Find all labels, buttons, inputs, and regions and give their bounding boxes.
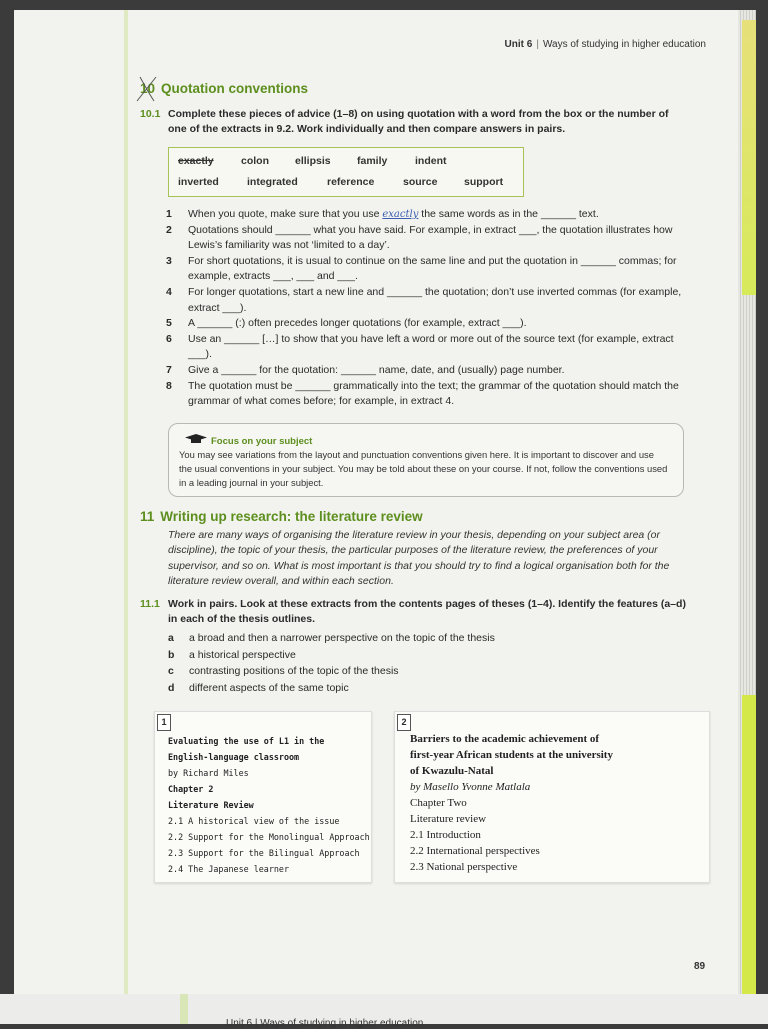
advice-number: 2 [166,223,172,236]
advice-item [166,207,686,223]
option-letter: c [168,665,174,678]
option-text: contrasting positions of the topic of the thesis [189,665,399,678]
advice-text: For longer quotations, start a new line and ______ the quotation; don’t use inverted commas (for example, extract ___). [188,285,682,314]
option-text: different aspects of the same topic [189,681,349,694]
word-indent: indent [415,155,447,167]
exercise-11-1-instruction: Work in pairs. Look at these extracts from the contents pages of theses (1–4). Identify the features (a–d) in each of the thesis outlines. [168,598,686,625]
exercise-11-1-number: 11.1 [140,598,160,610]
feature-options [168,630,495,696]
pencil-strike-mark [134,74,160,104]
card-title-line: English-language classroom [168,752,300,762]
header-separator: | [536,39,539,50]
page-number: 89 [694,961,706,972]
card-line: 2.4 The Japanese learner [168,864,290,874]
card-content [410,731,613,875]
advice-text: For short quotations, it is usual to continue on the same line and put the quotation in ______ commas; for example, extracts ___, ___ and ___. [188,254,677,283]
option-text: a historical perspective [189,648,296,661]
card-line: 2.2 Support for the Monolingual Approach [168,832,370,842]
handwritten-answer: exactly [382,209,419,220]
advice-item [166,332,686,363]
word-family: family [357,155,388,167]
page-tab-yellow [742,20,756,295]
word-integrated: integrated [247,176,298,188]
focus-title-text: Focus on your subject [211,436,313,447]
thesis-extract-card-1 [154,711,372,883]
exercise-10-1-number: 10.1 [140,108,161,120]
advice-number: 4 [166,285,172,298]
card-title-line: Barriers to the academic achievement of [410,733,600,745]
advice-number: 1 [166,208,172,220]
word-ellipsis: ellipsis [295,155,331,167]
word-support: support [464,176,504,188]
option-item [168,647,495,664]
section-11-heading [140,509,423,524]
card-number: 2 [397,714,411,731]
card-line: 2.3 National perspective [410,861,518,873]
card-title-line: of Kwazulu-Natal [410,765,494,777]
advice-item [166,316,686,332]
focus-box [168,423,684,497]
card-author: by Masello Yvonne Matlala [410,781,531,793]
card-heading: Literature review [410,813,487,825]
advice-text-post: the same words as in the ______ text. [418,208,599,220]
page-tab-green [742,695,756,995]
card-line: 2.1 Introduction [410,829,481,841]
card-line: 2.3 Support for the Bilingual Approach [168,848,360,858]
advice-item [166,363,686,379]
option-letter: a [168,632,174,644]
section-10-number: 10 [140,81,156,96]
card-line: 2.2 International perspectives [410,845,540,857]
advice-item [166,223,686,254]
card-content [168,733,370,877]
option-letter: b [168,648,175,661]
card-author: by Richard Miles [168,768,249,778]
section-10-heading [140,81,308,96]
running-header [505,39,706,50]
focus-title [185,434,312,449]
advice-number: 6 [166,332,172,345]
option-item [168,630,495,647]
card-heading: Literature Review [168,800,254,810]
option-letter: d [168,681,175,694]
advice-number: 8 [166,379,172,392]
advice-text: Give a ______ for the quotation: ______ name, date, and (usually) page number. [188,363,565,376]
header-title: Ways of studying in higher education [542,39,706,50]
word-exactly: exactly [178,155,214,167]
section-11-number: 11 [140,509,155,524]
advice-item [166,379,686,410]
advice-number: 3 [166,254,172,267]
word-source: source [403,176,438,188]
word-colon: colon [241,155,269,167]
thesis-extract-card-2 [394,711,710,883]
next-page-header: Unit 6 | Ways of studying in higher education [226,1018,424,1029]
card-chapter: Chapter 2 [168,784,214,794]
card-line: 2.1 A historical view of the issue [168,816,340,826]
spine-line [124,10,128,1000]
next-page-spine [180,994,188,1024]
word-reference: reference [327,176,375,188]
card-number: 1 [157,714,171,731]
graduation-cap-icon [185,434,207,444]
word-inverted: inverted [178,176,219,188]
card-title-line: first-year African students at the university [410,749,613,761]
option-text: a broad and then a narrower perspective on the topic of the thesis [189,632,495,644]
word-box [168,147,524,197]
advice-text: Quotations should ______ what you have said. For example, in extract ___, the quotation illustrates how Lewis’s familiarity was not ‘limited to a day’. [188,223,673,252]
section-10-title: Quotation conventions [161,81,309,96]
focus-body: You may see variations from the layout and punctuation conventions given here. It is important to discover and use the usual conventions in your subject. You may be told about these on your course. If not, follow the conventions used in a leading journal in your subject. [179,449,668,488]
advice-item [166,285,686,316]
section-11-intro: There are many ways of organising the literature review in your thesis, depending on your subject area (or discipline), the topic of your thesis, the particular purposes of the literature review, the preferences of your supervisor, and so on. What is most important is that you should try to find a logical organisation both for the literature review overall, and within each section. [168,529,670,587]
option-item [168,663,495,680]
card-title-line: Evaluating the use of L1 in the [168,736,325,746]
advice-number: 7 [166,363,172,376]
exercise-10-1-instruction: Complete these pieces of advice (1–8) on using quotation with a word from the box or the number of one of the extracts in 9.2. Work individually and then compare answers in pairs. [168,108,669,135]
advice-number: 5 [166,317,172,330]
section-11-title: Writing up research: the literature review [160,509,423,524]
advice-text [188,207,686,223]
advice-text: The quotation must be ______ grammatically into the text; the grammar of the quotation should match the grammar of what comes before; for example, in extract 4. [188,379,679,408]
card-chapter: Chapter Two [410,797,467,809]
advice-text: Use an ______ […] to show that you have left a word or more out of the source text (for example, extract ___). [188,332,674,361]
advice-text: A ______ (:) often precedes longer quotations (for example, extract ___). [188,317,527,330]
advice-list [166,207,686,410]
header-unit: Unit 6 [504,39,533,50]
advice-item [166,254,686,285]
advice-text-pre: When you quote, make sure that you use [188,208,383,220]
option-item [168,680,495,697]
